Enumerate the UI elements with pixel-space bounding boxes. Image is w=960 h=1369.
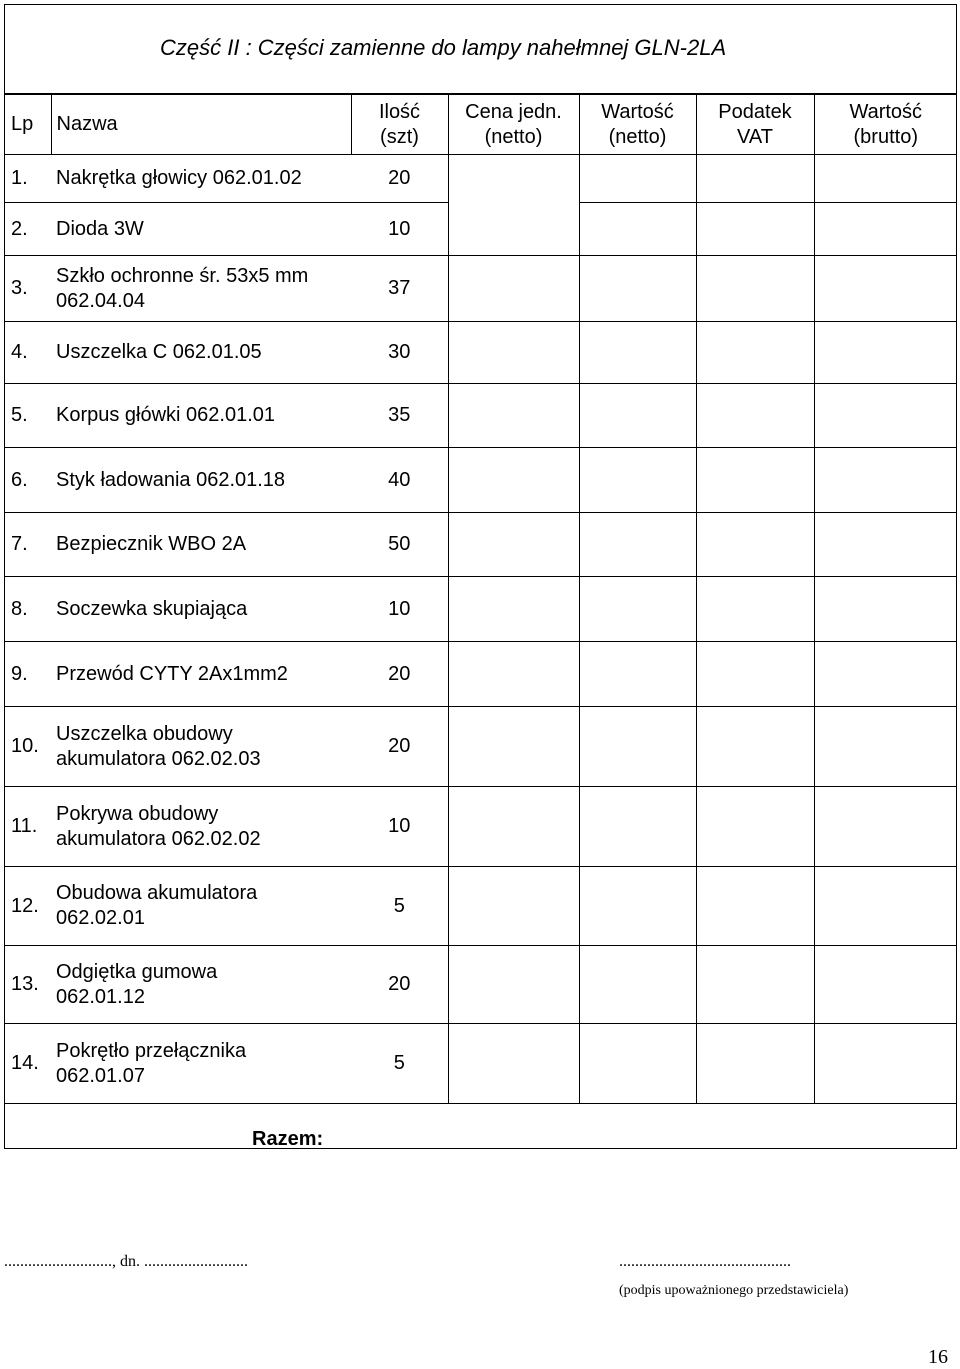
row-qty: 37: [351, 256, 448, 322]
row-qty: 10: [351, 787, 448, 867]
header-qty-line1: Ilość: [378, 100, 421, 123]
row-name-line: 062.02.01: [56, 907, 145, 929]
row-vat[interactable]: [696, 1024, 814, 1104]
row-name-line: Bezpiecznik WBO 2A: [56, 533, 247, 555]
header-vat-line1: Podatek: [718, 100, 792, 123]
row-name-line: Uszczelka C 062.01.05: [56, 341, 262, 363]
row-net-value[interactable]: [579, 322, 696, 384]
row-qty: 10: [351, 577, 448, 642]
row-lp: 10.: [5, 707, 51, 787]
row-net-value[interactable]: [579, 787, 696, 867]
place-date-line: ..........................., dn. ..........................: [4, 1253, 248, 1270]
total-cell: [5, 1104, 957, 1185]
row-qty: 20: [351, 946, 448, 1024]
row-net-value[interactable]: [579, 1024, 696, 1104]
row-lp: 14.: [5, 1024, 51, 1104]
row-name-line: Przewód CYTY 2Ax1mm2: [56, 662, 288, 685]
header-gross-value-line1: Wartość: [849, 100, 923, 123]
header-unit-price-line2: (netto): [484, 125, 543, 148]
table-row: [5, 707, 957, 787]
header-unit-price: [448, 95, 579, 155]
row-name-line: Uszczelka obudowy: [56, 722, 233, 745]
row-vat[interactable]: [696, 867, 814, 946]
row-name-line: akumulatora 062.02.03: [56, 747, 261, 770]
row-name: [51, 867, 351, 946]
row-qty: 5: [351, 1024, 448, 1104]
row-vat[interactable]: [696, 256, 814, 322]
row-gross-value[interactable]: [814, 867, 957, 946]
row-name: [51, 577, 351, 642]
row-unit-price[interactable]: [448, 787, 579, 867]
header-vat: [696, 95, 814, 155]
row-name-line: Obudowa akumulatora: [56, 882, 258, 904]
row-name: [51, 384, 351, 448]
row-lp: 2.: [5, 203, 51, 256]
row-vat[interactable]: [696, 707, 814, 787]
row-gross-value[interactable]: [814, 384, 957, 448]
row-vat[interactable]: [696, 203, 814, 256]
header-gross-value-line2: (brutto): [853, 125, 918, 148]
row-lp: 4.: [5, 322, 51, 384]
header-qty: [351, 95, 448, 155]
row-gross-value[interactable]: [814, 203, 957, 256]
header-vat-line2: VAT: [737, 125, 773, 148]
row-name: [51, 322, 351, 384]
table-row: [5, 448, 957, 513]
header-name: Nazwa: [51, 95, 351, 155]
row-name: [51, 642, 351, 707]
row-unit-price[interactable]: [448, 322, 579, 384]
row-gross-value[interactable]: [814, 448, 957, 513]
header-gross-value: [814, 95, 957, 155]
row-net-value[interactable]: [579, 642, 696, 707]
row-net-value[interactable]: [579, 448, 696, 513]
row-net-value[interactable]: [579, 867, 696, 946]
table-row: [5, 1024, 957, 1104]
table-row: [5, 946, 957, 1024]
row-name: [51, 946, 351, 1024]
row-name-line: 062.01.12: [56, 985, 145, 1008]
page-title: Część II : Części zamienne do lampy nahełmnej GLN-2LA: [160, 35, 727, 60]
header-qty-line2: (szt): [380, 125, 419, 148]
row-lp: 1.: [5, 155, 51, 203]
row-qty: 40: [351, 448, 448, 513]
table-header-row: [5, 95, 957, 155]
row-name: [51, 203, 351, 256]
row-qty: 35: [351, 384, 448, 448]
row-unit-price[interactable]: [448, 203, 579, 256]
table-row: [5, 787, 957, 867]
row-name: [51, 513, 351, 577]
row-lp: 13.: [5, 946, 51, 1024]
table-row: [5, 867, 957, 946]
header-net-value: [579, 95, 696, 155]
row-qty: 20: [351, 707, 448, 787]
row-gross-value[interactable]: [814, 155, 957, 203]
row-name-line: Soczewka skupiająca: [56, 597, 248, 620]
price-form: [4, 4, 957, 1149]
signature-line: ...........................................: [619, 1253, 791, 1270]
row-qty: 5: [351, 867, 448, 946]
row-net-value[interactable]: [579, 203, 696, 256]
header-net-value-line2: (netto): [608, 125, 667, 148]
row-vat[interactable]: [696, 513, 814, 577]
row-name: [51, 256, 351, 322]
row-name: [51, 787, 351, 867]
row-unit-price[interactable]: [448, 867, 579, 946]
row-name: [51, 1024, 351, 1104]
row-gross-value[interactable]: [814, 787, 957, 867]
row-net-value[interactable]: [579, 513, 696, 577]
row-unit-price[interactable]: [448, 577, 579, 642]
row-unit-price[interactable]: [448, 1024, 579, 1104]
row-name-line: Pokrętło przełącznika: [56, 1039, 247, 1062]
row-gross-value[interactable]: [814, 642, 957, 707]
row-lp: 9.: [5, 642, 51, 707]
row-qty: 50: [351, 513, 448, 577]
row-qty: 30: [351, 322, 448, 384]
row-qty: 20: [351, 642, 448, 707]
row-name-line: 062.04.04: [56, 289, 145, 312]
row-net-value[interactable]: [579, 384, 696, 448]
row-name-line: Styk ładowania 062.01.18: [56, 468, 286, 491]
table-row: [5, 577, 957, 642]
row-unit-price[interactable]: [448, 384, 579, 448]
row-gross-value[interactable]: [814, 513, 957, 577]
signature-caption: (podpis upoważnionego przedstawiciela): [619, 1283, 849, 1298]
row-unit-price[interactable]: [448, 155, 579, 203]
table-row: [5, 155, 957, 203]
row-unit-price[interactable]: [448, 256, 579, 322]
row-lp: 6.: [5, 448, 51, 513]
row-gross-value[interactable]: [814, 577, 957, 642]
row-lp: 12.: [5, 867, 51, 946]
row-name-line: Szkło ochronne śr. 53x5 mm: [56, 264, 309, 287]
row-net-value[interactable]: [579, 577, 696, 642]
page-number: 16: [928, 1346, 948, 1368]
row-net-value[interactable]: [579, 707, 696, 787]
header-unit-price-line1: Cena jedn.: [465, 100, 562, 123]
row-unit-price[interactable]: [448, 707, 579, 787]
row-unit-price[interactable]: [448, 448, 579, 513]
row-lp: 8.: [5, 577, 51, 642]
row-name: [51, 707, 351, 787]
total-row: [5, 1104, 957, 1185]
table-row: [5, 642, 957, 707]
parts-table: [5, 94, 957, 1184]
row-vat[interactable]: [696, 448, 814, 513]
total-label: Razem:: [252, 1127, 324, 1150]
table-row: [5, 322, 957, 384]
row-vat[interactable]: [696, 642, 814, 707]
header-net-value-line1: Wartość: [601, 100, 674, 123]
row-name: [51, 155, 351, 203]
row-net-value[interactable]: [579, 155, 696, 203]
row-vat[interactable]: [696, 322, 814, 384]
row-qty: 20: [351, 155, 448, 203]
row-vat[interactable]: [696, 577, 814, 642]
row-gross-value[interactable]: [814, 1024, 957, 1104]
row-vat[interactable]: [696, 155, 814, 203]
row-vat[interactable]: [696, 946, 814, 1024]
row-name-line: Pokrywa obudowy: [56, 802, 219, 825]
table-row: [5, 256, 957, 322]
row-gross-value[interactable]: [814, 946, 957, 1024]
table-row: [5, 384, 957, 448]
row-vat[interactable]: [696, 384, 814, 448]
row-name-line: Odgiętka gumowa: [56, 960, 218, 983]
header-lp: Lp: [5, 95, 51, 155]
row-unit-price[interactable]: [448, 513, 579, 577]
row-unit-price[interactable]: [448, 946, 579, 1024]
row-lp: 7.: [5, 513, 51, 577]
row-gross-value[interactable]: [814, 256, 957, 322]
row-lp: 3.: [5, 256, 51, 322]
title-box: [5, 5, 956, 94]
row-vat[interactable]: [696, 787, 814, 867]
table-row: [5, 513, 957, 577]
row-net-value[interactable]: [579, 256, 696, 322]
row-name-line: Nakrętka głowicy 062.01.02: [56, 167, 302, 189]
row-name: [51, 448, 351, 513]
row-gross-value[interactable]: [814, 322, 957, 384]
row-name-line: akumulatora 062.02.02: [56, 827, 261, 850]
row-gross-value[interactable]: [814, 707, 957, 787]
row-lp: 11.: [5, 787, 51, 867]
row-qty: 10: [351, 203, 448, 256]
row-lp: 5.: [5, 384, 51, 448]
row-name-line: Dioda 3W: [56, 217, 144, 240]
table-row: [5, 203, 957, 256]
row-name-line: Korpus główki 062.01.01: [56, 404, 276, 426]
row-net-value[interactable]: [579, 946, 696, 1024]
row-name-line: 062.01.07: [56, 1064, 145, 1087]
row-unit-price[interactable]: [448, 642, 579, 707]
